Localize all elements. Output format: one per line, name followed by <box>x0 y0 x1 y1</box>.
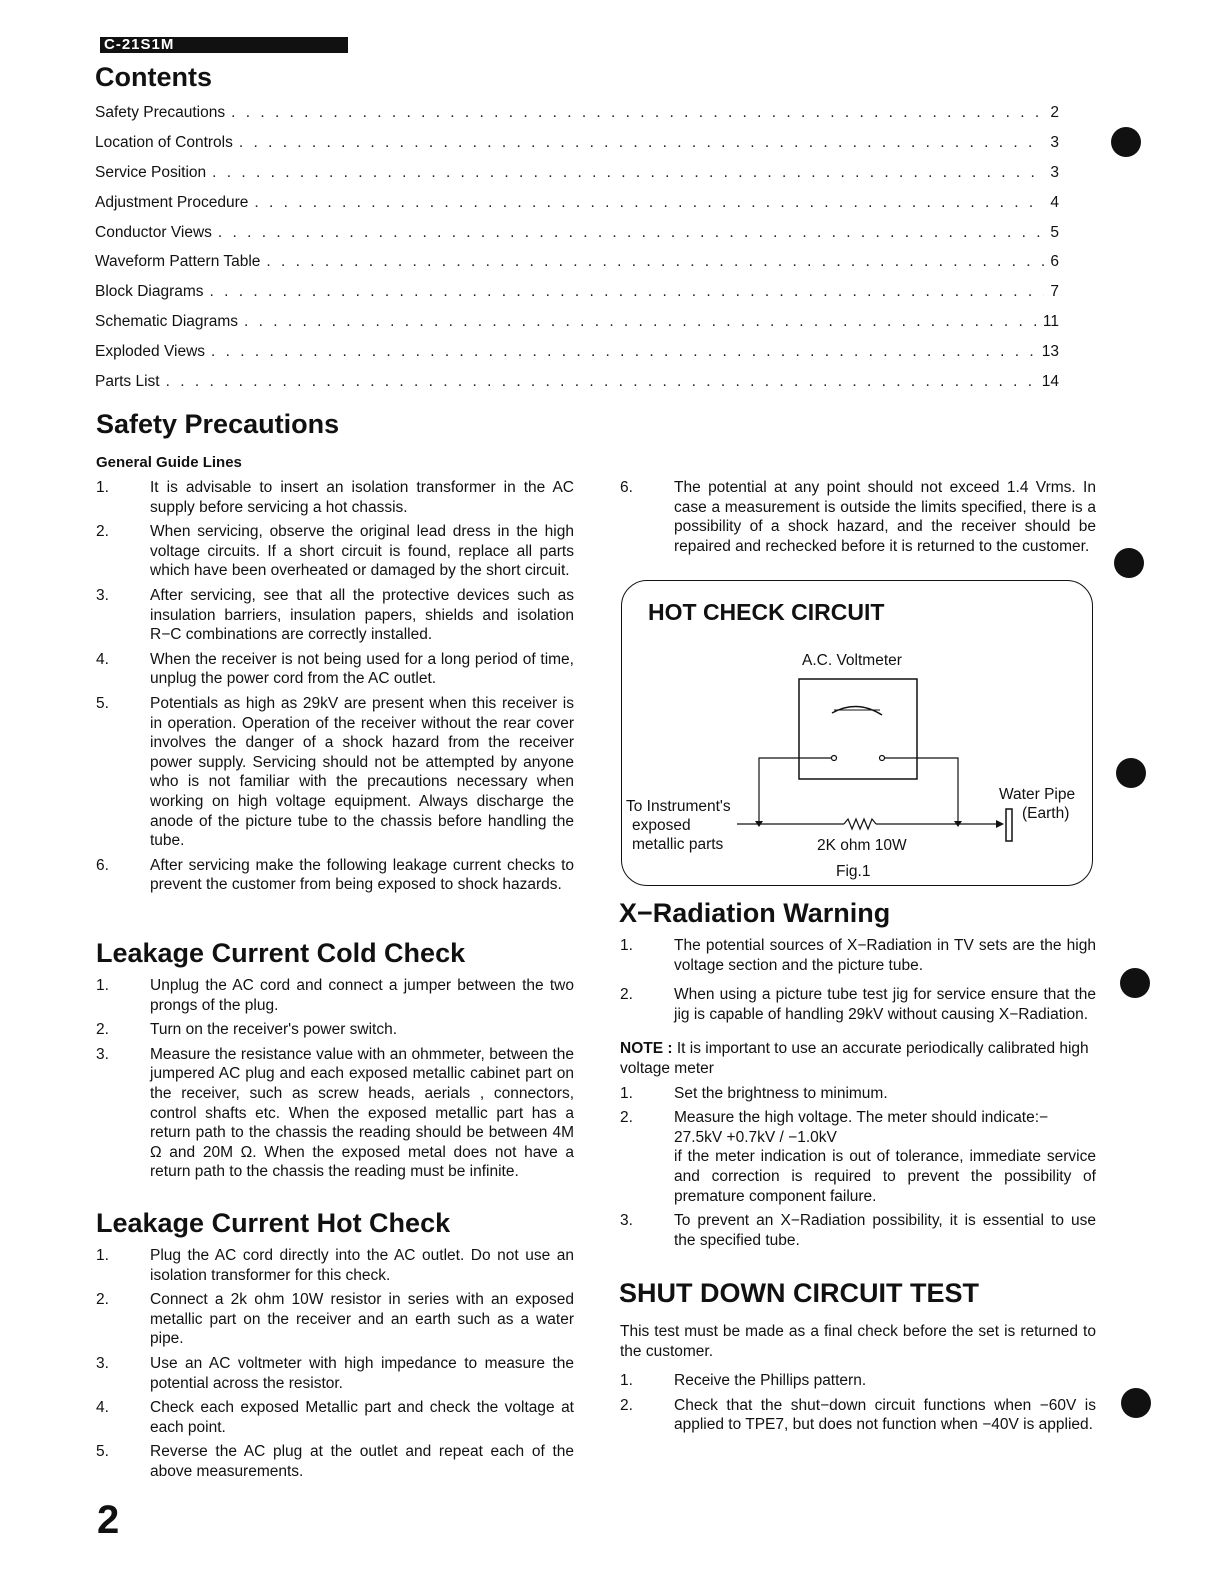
list-item <box>96 478 574 517</box>
figure-caption: Fig.1 <box>836 863 871 880</box>
item-text: When the receiver is not being used for a long period of time, unplug the power cord from the AC outlet. <box>150 650 574 688</box>
item-text: After servicing, see that all the protective devices such as insulation barriers, insulation papers, shields and isolation R−C combinations are correctly installed. <box>150 586 574 644</box>
toc-row[interactable] <box>95 194 1059 224</box>
toc-label: Service Position <box>95 163 207 181</box>
toc-label: Parts List <box>95 373 160 391</box>
toc-label: Location of Controls <box>95 133 233 151</box>
toc-row[interactable] <box>95 283 1059 313</box>
item-text: Unplug the AC cord and connect a jumper between the two prongs of the plug. <box>150 977 574 1014</box>
safety-list <box>96 478 574 900</box>
voltmeter-box <box>799 679 917 779</box>
item-number: 6. <box>620 479 633 496</box>
cold-check-list <box>96 976 574 1187</box>
toc-leader <box>231 104 1044 122</box>
item-text: Set the brightness to minimum. <box>674 1084 888 1102</box>
instrument-label-line1: To Instrument's <box>626 798 731 815</box>
toc-row[interactable] <box>95 164 1059 194</box>
item-number: 2. <box>620 986 633 1004</box>
table-of-contents <box>95 104 1059 403</box>
note-text: It is important to use an accurate periodically calibrated high voltage meter <box>620 1040 1089 1077</box>
toc-page: 13 <box>1041 343 1059 361</box>
toc-leader <box>211 343 1036 361</box>
toc-leader <box>266 253 1044 271</box>
contents-title: Contents <box>95 62 212 92</box>
toc-page: 4 <box>1050 193 1059 211</box>
item-text: Turn on the receiver's power switch. <box>150 1021 398 1039</box>
list-item <box>620 1108 1096 1206</box>
shutdown-test-heading: SHUT DOWN CIRCUIT TEST <box>619 1278 979 1308</box>
toc-leader <box>166 373 1036 391</box>
item-text: When servicing, observe the original lead dress in the high voltage circuits. If a short circuit is found, replace all parts which have been overheated or damaged by the short circuit. <box>150 523 574 580</box>
safety-item-6 <box>620 478 1096 561</box>
item-number: 5. <box>96 1443 109 1461</box>
note-paragraph <box>620 1039 1096 1078</box>
list-item <box>96 1290 574 1349</box>
toc-row[interactable] <box>95 343 1059 373</box>
item-number: 3. <box>620 1212 633 1230</box>
resistor-symbol <box>844 819 876 829</box>
list-item <box>96 522 574 581</box>
hot-check-list <box>96 1246 574 1487</box>
item-text: Receive the Phillips pattern. <box>674 1372 867 1390</box>
toc-leader <box>239 134 1045 152</box>
toc-leader <box>212 164 1044 182</box>
tolerance-text: if the meter indication is out of tolerance, immediate service and correction is required to prevent the possibility of premature component failure. <box>674 1148 1096 1205</box>
item-number: 2. <box>96 523 109 541</box>
page-number: 2 <box>97 1498 120 1542</box>
list-item <box>96 856 574 895</box>
item-text: Measure the high voltage. The meter should indicate:− <box>674 1109 1049 1127</box>
toc-leader <box>210 283 1045 301</box>
item-number: 6. <box>96 856 109 874</box>
list-item <box>620 985 1096 1024</box>
item-number: 1. <box>96 1247 109 1264</box>
voltmeter-label: A.C. Voltmeter <box>802 652 902 669</box>
toc-page: 2 <box>1050 104 1059 121</box>
item-text: After servicing make the following leakage current checks to prevent the customer from being exposed to shock hazards. <box>150 856 574 894</box>
list-item <box>620 1396 1096 1435</box>
toc-row[interactable] <box>95 373 1059 403</box>
binder-hole-mark <box>1116 758 1146 788</box>
item-text: Measure the resistance value with an ohmmeter, between the jumpered AC plug and each exposed metallic cabinet part on the receiver, such as screw heads, aerials , connectors, control shafts etc. When the exposed metallic part has a return path to the chassis the reading should be between 4M Ω and 20M Ω. When the exposed metal does not have a return path to the chassis the reading must be infinite. <box>150 1045 574 1181</box>
hot-check-circuit-title: HOT CHECK CIRCUIT <box>648 599 885 625</box>
arrow-to-pipe <box>996 820 1004 828</box>
toc-row[interactable] <box>95 104 1059 134</box>
toc-row[interactable] <box>95 224 1059 254</box>
toc-label: Block Diagrams <box>95 283 204 301</box>
hot-check-heading: Leakage Current Hot Check <box>96 1208 451 1238</box>
model-number-bar: C-21S1M <box>100 37 348 53</box>
note-label: NOTE : <box>620 1040 673 1058</box>
general-guide-lines-heading: General Guide Lines <box>96 454 242 471</box>
item-text: Potentials as high as 29kV are present when this receiver is in operation. Operation of the receiver without the rear cover involves the danger of a shock hazard from the receiver power supply. Servicing should not be attempted by anyone who is not familiar with the precautions necessary when working on high voltage equipment. Always discharge the anode of the picture tube to the chassis before handling the tube. <box>150 694 574 850</box>
binder-hole-mark <box>1120 968 1150 998</box>
left-lead <box>759 758 831 824</box>
item-text: Use an AC voltmeter with high impedance to measure the potential across the resistor. <box>150 1354 574 1392</box>
toc-row[interactable] <box>95 253 1059 283</box>
list-item <box>96 650 574 689</box>
item-number: 1. <box>620 1084 633 1102</box>
item-number: 2. <box>96 1021 109 1039</box>
list-item <box>620 1211 1096 1250</box>
list-item <box>96 586 574 645</box>
toc-row[interactable] <box>95 313 1059 343</box>
binder-hole-mark <box>1114 548 1144 578</box>
cold-check-heading: Leakage Current Cold Check <box>96 938 466 968</box>
item-number: 3. <box>96 586 109 604</box>
item-text: It is advisable to insert an isolation transformer in the AC supply before servicing a hot chassis. <box>150 479 574 516</box>
toc-label: Adjustment Procedure <box>95 193 249 211</box>
list-item <box>620 936 1096 975</box>
list-item <box>620 478 1096 556</box>
toc-label: Safety Precautions <box>95 104 226 121</box>
toc-leader <box>244 313 1037 331</box>
list-item <box>96 1442 574 1481</box>
item-number: 1. <box>620 937 633 954</box>
toc-page: 14 <box>1041 373 1059 391</box>
item-number: 2. <box>96 1291 109 1309</box>
x-radiation-heading: X−Radiation Warning <box>619 898 891 928</box>
voltage-spec: 27.5kV +0.7kV / −1.0kV <box>674 1128 837 1146</box>
toc-page: 6 <box>1050 253 1059 271</box>
item-number: 2. <box>620 1396 633 1414</box>
instrument-label-line3: metallic parts <box>632 836 724 853</box>
item-number: 1. <box>96 479 109 496</box>
item-number: 3. <box>96 1045 109 1063</box>
item-text: The potential at any point should not exceed 1.4 Vrms. In case a measurement is outside the limits specified, there is a possibility of a shock hazard, and the receiver should be repaired and rechecked before it is returned to the customer. <box>674 479 1096 555</box>
item-text: Connect a 2k ohm 10W resistor in series with an exposed metallic part on the receiver and an earth such as a water pipe. <box>150 1291 574 1348</box>
item-number: 4. <box>96 1399 109 1417</box>
shutdown-intro: This test must be made as a final check before the set is returned to the customer. <box>620 1323 1096 1360</box>
toc-row[interactable] <box>95 134 1059 164</box>
toc-page: 11 <box>1042 313 1059 331</box>
water-pipe-label: Water Pipe <box>999 786 1076 803</box>
item-number: 3. <box>96 1354 109 1372</box>
item-text: Check each exposed Metallic part and check the voltage at each point. <box>150 1399 574 1436</box>
toc-label: Schematic Diagrams <box>95 313 238 331</box>
earth-label: (Earth) <box>1022 805 1070 822</box>
item-text: When using a picture tube test jig for service ensure that the jig is capable of handling 29kV without causing X−Radiation. <box>674 986 1096 1023</box>
list-item <box>96 976 574 1015</box>
list-item <box>620 1084 1096 1104</box>
item-number: 1. <box>96 977 109 994</box>
toc-label: Exploded Views <box>95 343 206 361</box>
instrument-label-line2: exposed <box>632 817 691 834</box>
item-number: 2. <box>620 1109 633 1127</box>
terminal-left <box>832 756 837 761</box>
terminal-right <box>880 756 885 761</box>
x-radiation-section <box>620 936 1096 1255</box>
item-text: To prevent an X−Radiation possibility, it is essential to use the specified tube. <box>674 1212 1096 1249</box>
right-lead <box>885 758 958 824</box>
list-item <box>96 1020 574 1040</box>
item-text: Check that the shut−down circuit functions when −60V is applied to TPE7, but does not function when −40V is applied. <box>674 1396 1096 1434</box>
list-item <box>96 1045 574 1182</box>
item-text: Plug the AC cord directly into the AC outlet. Do not use an isolation transformer for this check. <box>150 1247 574 1284</box>
binder-hole-mark <box>1111 127 1141 157</box>
item-text: The potential sources of X−Radiation in TV sets are the high voltage section and the picture tube. <box>674 937 1096 974</box>
hot-check-circuit-figure <box>621 580 1093 886</box>
item-number: 1. <box>620 1372 633 1390</box>
toc-leader <box>254 194 1044 212</box>
binder-hole-mark <box>1121 1388 1151 1418</box>
toc-page: 3 <box>1050 163 1059 181</box>
list-item <box>96 694 574 851</box>
list-item <box>620 1371 1096 1391</box>
item-text-block <box>674 1108 1096 1206</box>
item-number: 4. <box>96 650 109 668</box>
toc-page: 3 <box>1050 133 1059 151</box>
water-pipe-icon <box>1006 809 1012 841</box>
meter-dial-icon <box>832 706 882 715</box>
toc-label: Waveform Pattern Table <box>95 253 261 271</box>
safety-precautions-heading: Safety Precautions <box>96 409 340 439</box>
shutdown-section <box>620 1322 1096 1440</box>
item-text: Reverse the AC plug at the outlet and repeat each of the above measurements. <box>150 1443 574 1480</box>
item-number: 5. <box>96 694 109 712</box>
list-item <box>96 1354 574 1393</box>
list-item <box>96 1246 574 1285</box>
toc-page: 5 <box>1050 223 1059 241</box>
toc-leader <box>218 224 1044 242</box>
toc-page: 7 <box>1050 283 1059 301</box>
toc-label: Conductor Views <box>95 223 212 241</box>
list-item <box>96 1398 574 1437</box>
resistor-label: 2K ohm 10W <box>817 837 907 854</box>
